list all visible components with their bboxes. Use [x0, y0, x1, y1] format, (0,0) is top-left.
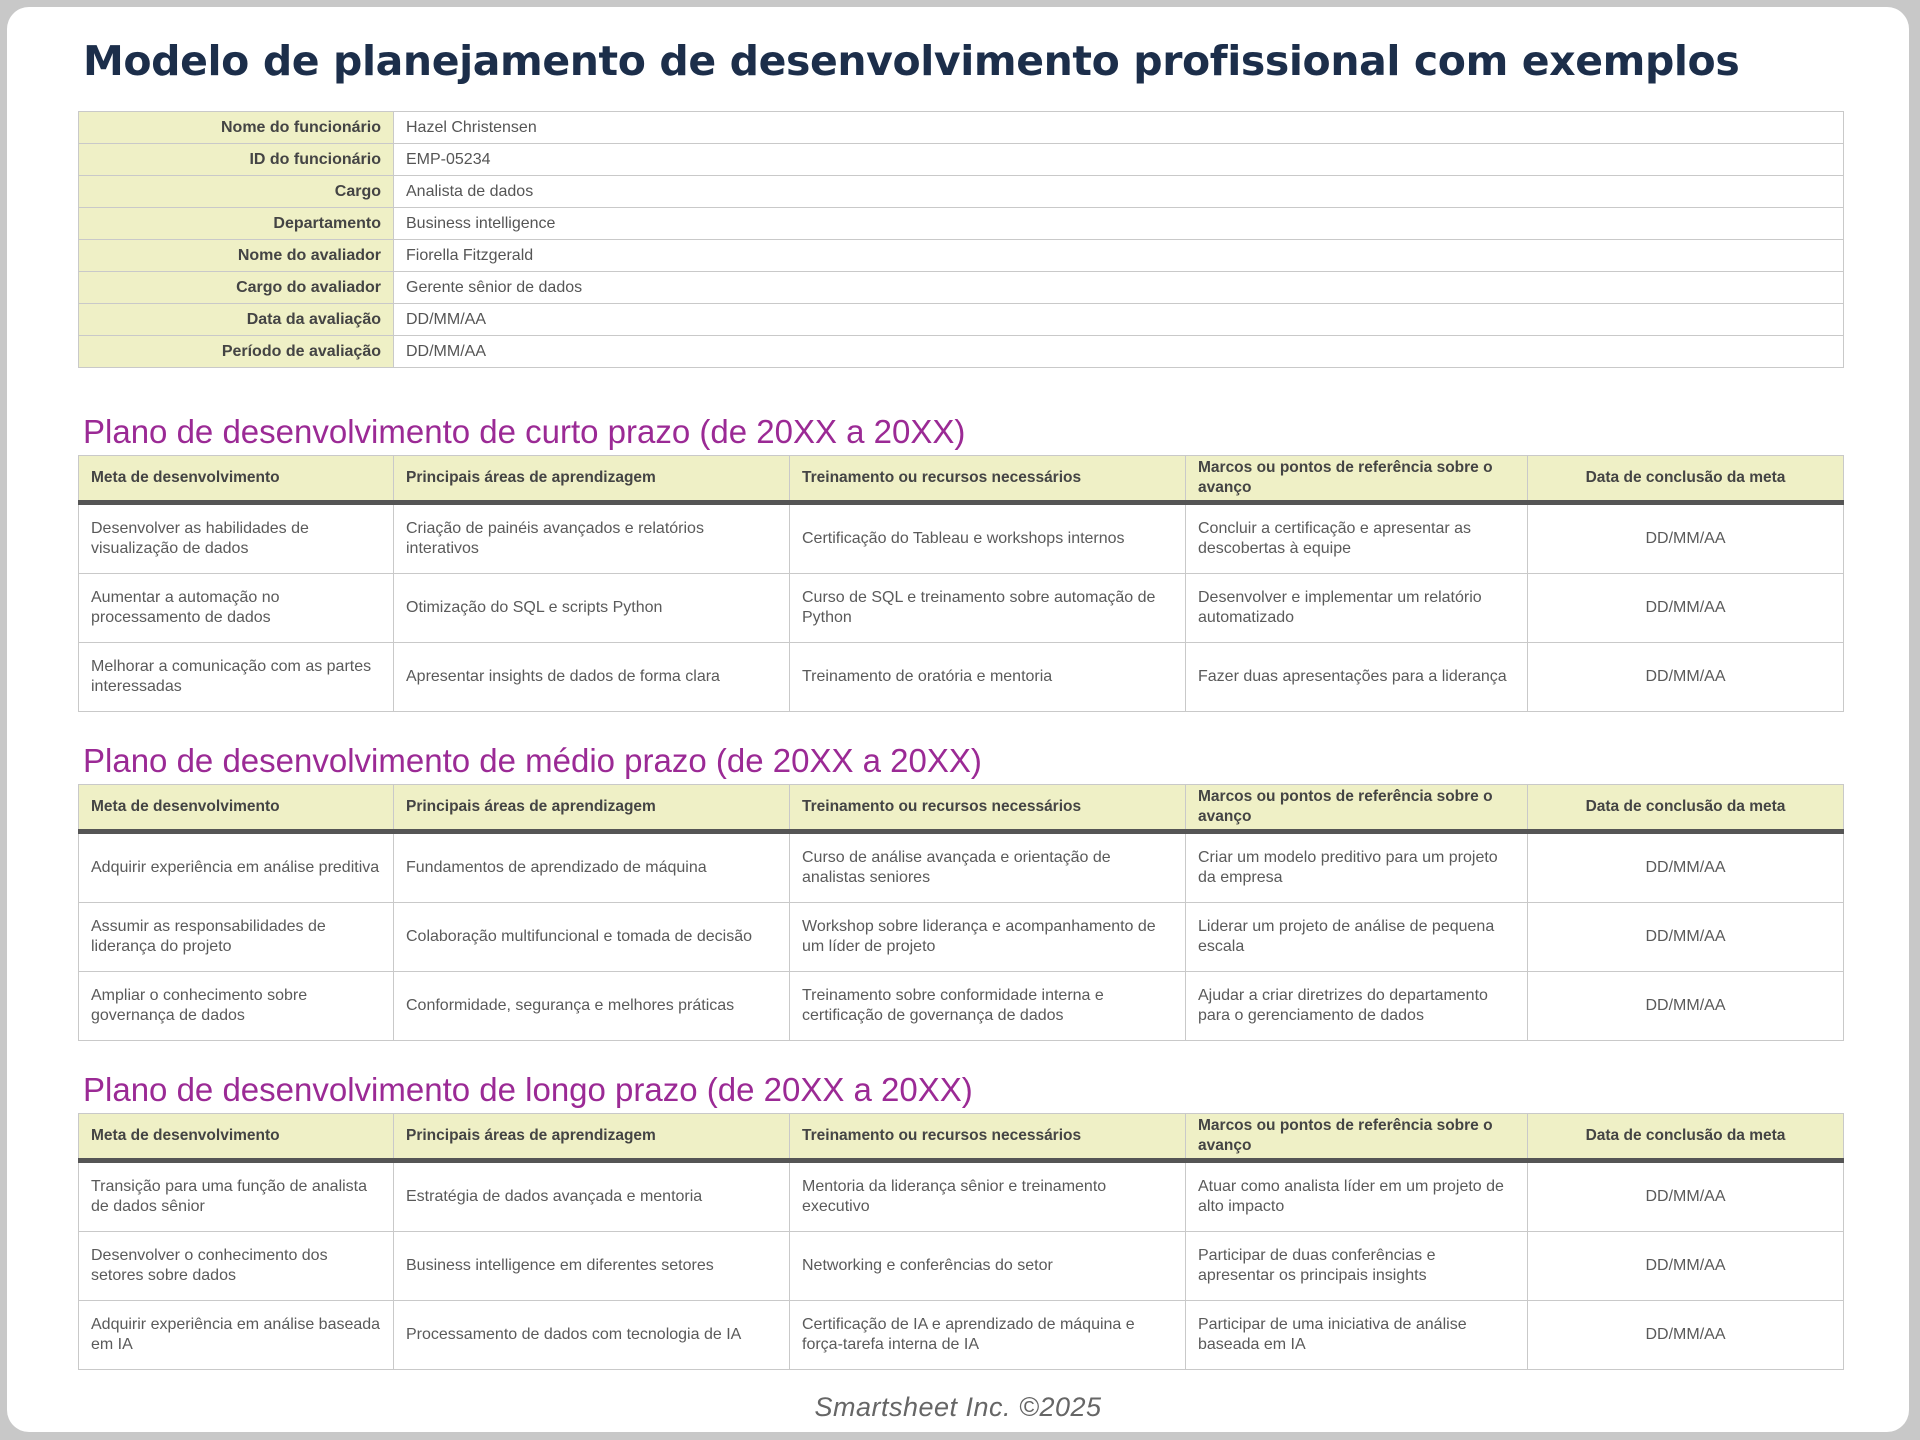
cell-learning-areas[interactable]: Otimização do SQL e scripts Python [394, 574, 790, 643]
cell-completion-date[interactable]: DD/MM/AA [1528, 643, 1844, 712]
cell-goal[interactable]: Adquirir experiência em análise preditiva [79, 832, 394, 903]
long-term-plan-title: Plano de desenvolvimento de longo prazo (de 20XX a 20XX) [83, 1071, 973, 1108]
cell-learning-areas[interactable]: Apresentar insights de dados de forma clara [394, 643, 790, 712]
long-term-plan-table [78, 1113, 1844, 1370]
cell-milestones[interactable]: Fazer duas apresentações para a liderança [1186, 643, 1528, 712]
info-row [79, 208, 1844, 240]
info-value[interactable]: DD/MM/AA [394, 304, 1844, 336]
cell-training[interactable]: Curso de SQL e treinamento sobre automação de Python [790, 574, 1186, 643]
info-row [79, 304, 1844, 336]
table-header-row [79, 456, 1844, 503]
info-value[interactable]: Fiorella Fitzgerald [394, 240, 1844, 272]
table-row [79, 1161, 1844, 1232]
cell-learning-areas[interactable]: Fundamentos de aprendizado de máquina [394, 832, 790, 903]
col-header-milestones: Marcos ou pontos de referência sobre o avanço [1186, 1114, 1528, 1161]
cell-training[interactable]: Treinamento sobre conformidade interna e certificação de governança de dados [790, 972, 1186, 1041]
info-value[interactable]: EMP-05234 [394, 144, 1844, 176]
info-label: Departamento [79, 208, 394, 240]
cell-learning-areas[interactable]: Conformidade, segurança e melhores práticas [394, 972, 790, 1041]
cell-training[interactable]: Certificação do Tableau e workshops internos [790, 503, 1186, 574]
table-row [79, 643, 1844, 712]
cell-completion-date[interactable]: DD/MM/AA [1528, 903, 1844, 972]
col-header-milestones: Marcos ou pontos de referência sobre o avanço [1186, 785, 1528, 832]
cell-training[interactable]: Certificação de IA e aprendizado de máquina e força-tarefa interna de IA [790, 1301, 1186, 1370]
cell-learning-areas[interactable]: Processamento de dados com tecnologia de IA [394, 1301, 790, 1370]
col-header-training: Treinamento ou recursos necessários [790, 1114, 1186, 1161]
info-row [79, 144, 1844, 176]
col-header-goal: Meta de desenvolvimento [79, 1114, 394, 1161]
cell-learning-areas[interactable]: Estratégia de dados avançada e mentoria [394, 1161, 790, 1232]
col-header-training: Treinamento ou recursos necessários [790, 456, 1186, 503]
info-label: Período de avaliação [79, 336, 394, 368]
table-row [79, 832, 1844, 903]
cell-milestones[interactable]: Atuar como analista líder em um projeto de alto impacto [1186, 1161, 1528, 1232]
cell-training[interactable]: Workshop sobre liderança e acompanhamento de um líder de projeto [790, 903, 1186, 972]
info-row [79, 112, 1844, 144]
cell-training[interactable]: Curso de análise avançada e orientação de analistas seniores [790, 832, 1186, 903]
page-title: Modelo de planejamento de desenvolvimento profissional com exemplos [83, 37, 1740, 85]
col-header-learning-areas: Principais áreas de aprendizagem [394, 785, 790, 832]
info-label: Nome do funcionário [79, 112, 394, 144]
info-value[interactable]: Hazel Christensen [394, 112, 1844, 144]
medium-term-plan-table [78, 784, 1844, 1041]
info-value[interactable]: Business intelligence [394, 208, 1844, 240]
table-row [79, 1301, 1844, 1370]
cell-completion-date[interactable]: DD/MM/AA [1528, 574, 1844, 643]
cell-training[interactable]: Treinamento de oratória e mentoria [790, 643, 1186, 712]
col-header-learning-areas: Principais áreas de aprendizagem [394, 1114, 790, 1161]
info-row [79, 240, 1844, 272]
cell-completion-date[interactable]: DD/MM/AA [1528, 1232, 1844, 1301]
cell-learning-areas[interactable]: Colaboração multifuncional e tomada de decisão [394, 903, 790, 972]
cell-completion-date[interactable]: DD/MM/AA [1528, 972, 1844, 1041]
cell-completion-date[interactable]: DD/MM/AA [1528, 1301, 1844, 1370]
col-header-milestones: Marcos ou pontos de referência sobre o avanço [1186, 456, 1528, 503]
table-row [79, 503, 1844, 574]
table-row [79, 574, 1844, 643]
col-header-goal: Meta de desenvolvimento [79, 785, 394, 832]
cell-milestones[interactable]: Participar de duas conferências e apresentar os principais insights [1186, 1232, 1528, 1301]
table-header-row [79, 785, 1844, 832]
col-header-completion-date: Data de conclusão da meta [1528, 1114, 1844, 1161]
medium-term-plan-title: Plano de desenvolvimento de médio prazo (de 20XX a 20XX) [83, 742, 982, 779]
cell-goal[interactable]: Ampliar o conhecimento sobre governança de dados [79, 972, 394, 1041]
document-page [7, 7, 1909, 1432]
cell-goal[interactable]: Adquirir experiência em análise baseada em IA [79, 1301, 394, 1370]
col-header-training: Treinamento ou recursos necessários [790, 785, 1186, 832]
cell-goal[interactable]: Aumentar a automação no processamento de dados [79, 574, 394, 643]
cell-milestones[interactable]: Desenvolver e implementar um relatório automatizado [1186, 574, 1528, 643]
short-term-plan-table [78, 455, 1844, 712]
info-value[interactable]: Gerente sênior de dados [394, 272, 1844, 304]
cell-completion-date[interactable]: DD/MM/AA [1528, 832, 1844, 903]
info-label: ID do funcionário [79, 144, 394, 176]
info-row [79, 176, 1844, 208]
cell-learning-areas[interactable]: Business intelligence em diferentes setores [394, 1232, 790, 1301]
employee-info-table [78, 111, 1844, 368]
footer-copyright: Smartsheet Inc. ©2025 [814, 1392, 1102, 1422]
cell-milestones[interactable]: Criar um modelo preditivo para um projeto da empresa [1186, 832, 1528, 903]
info-value[interactable]: DD/MM/AA [394, 336, 1844, 368]
info-label: Cargo do avaliador [79, 272, 394, 304]
cell-goal[interactable]: Assumir as responsabilidades de liderança do projeto [79, 903, 394, 972]
table-row [79, 1232, 1844, 1301]
info-row [79, 336, 1844, 368]
cell-learning-areas[interactable]: Criação de painéis avançados e relatórios interativos [394, 503, 790, 574]
info-label: Cargo [79, 176, 394, 208]
cell-milestones[interactable]: Participar de uma iniciativa de análise baseada em IA [1186, 1301, 1528, 1370]
cell-completion-date[interactable]: DD/MM/AA [1528, 1161, 1844, 1232]
cell-milestones[interactable]: Concluir a certificação e apresentar as descobertas à equipe [1186, 503, 1528, 574]
info-value[interactable]: Analista de dados [394, 176, 1844, 208]
table-row [79, 972, 1844, 1041]
table-header-row [79, 1114, 1844, 1161]
cell-completion-date[interactable]: DD/MM/AA [1528, 503, 1844, 574]
cell-training[interactable]: Mentoria da liderança sênior e treinamento executivo [790, 1161, 1186, 1232]
cell-milestones[interactable]: Liderar um projeto de análise de pequena escala [1186, 903, 1528, 972]
cell-goal[interactable]: Desenvolver as habilidades de visualização de dados [79, 503, 394, 574]
col-header-completion-date: Data de conclusão da meta [1528, 456, 1844, 503]
col-header-learning-areas: Principais áreas de aprendizagem [394, 456, 790, 503]
info-row [79, 272, 1844, 304]
cell-goal[interactable]: Melhorar a comunicação com as partes interessadas [79, 643, 394, 712]
info-label: Data da avaliação [79, 304, 394, 336]
cell-goal[interactable]: Desenvolver o conhecimento dos setores sobre dados [79, 1232, 394, 1301]
col-header-goal: Meta de desenvolvimento [79, 456, 394, 503]
short-term-plan-title: Plano de desenvolvimento de curto prazo (de 20XX a 20XX) [83, 413, 966, 450]
cell-milestones[interactable]: Ajudar a criar diretrizes do departamento para o gerenciamento de dados [1186, 972, 1528, 1041]
cell-training[interactable]: Networking e conferências do setor [790, 1232, 1186, 1301]
col-header-completion-date: Data de conclusão da meta [1528, 785, 1844, 832]
cell-goal[interactable]: Transição para uma função de analista de dados sênior [79, 1161, 394, 1232]
info-label: Nome do avaliador [79, 240, 394, 272]
table-row [79, 903, 1844, 972]
